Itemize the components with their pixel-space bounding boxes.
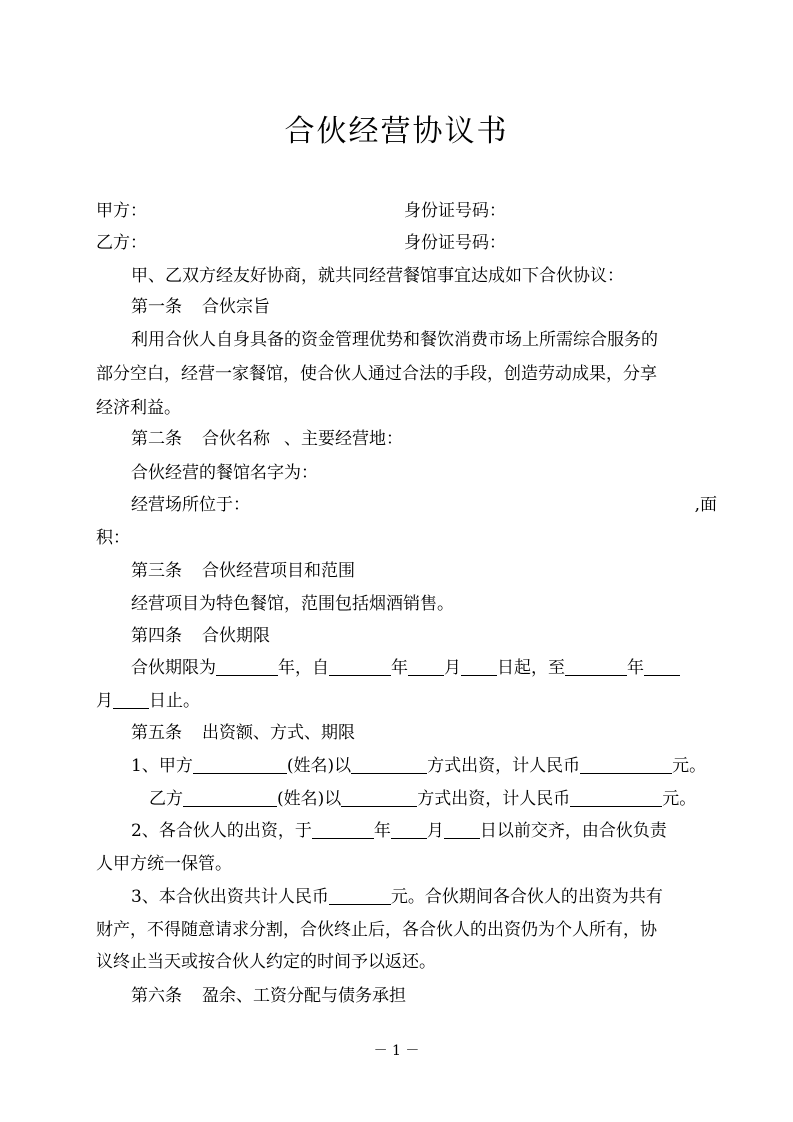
party-b-line [96, 232, 696, 254]
article-5-item-2a [131, 820, 667, 842]
party-b-name-blank[interactable] [183, 788, 277, 807]
article-1-number: 第一条 [131, 297, 182, 317]
article-5-item-3a [131, 886, 663, 908]
article-4-heading [131, 625, 270, 647]
contribution-text: 元。合伙期间各合伙人的出资为共有 [390, 887, 663, 907]
end-day-blank[interactable] [113, 690, 149, 709]
article-4-name: 合伙期限 [202, 626, 270, 646]
article-5-heading [131, 722, 355, 744]
article-2-line-3: 积： [96, 528, 130, 548]
article-2-name-suffix: 、主要经营地： [284, 429, 403, 449]
contribution-text: 3、本合伙出资共计人民币 [131, 887, 329, 907]
article-5-item-3b: 财产，不得随意请求分割，合伙终止后，各合伙人的出资仍为个人所有，协 [96, 920, 657, 940]
deadline-year-blank[interactable] [312, 820, 374, 839]
contribution-text: 月 [426, 821, 444, 841]
deadline-day-blank[interactable] [444, 820, 480, 839]
intro-text: 甲、乙双方经友好协商，就共同经营餐馆事宜达成如下合伙协议： [131, 266, 624, 286]
page-number: － 1 － [373, 1043, 420, 1059]
article-5-name: 出资额、方式、期限 [202, 723, 355, 743]
contribution-text: 乙方 [149, 789, 183, 809]
contribution-text: 1、甲方 [131, 756, 193, 776]
article-1-line-2: 部分空白，经营一家餐馆，使合伙人通过合法的手段，创造劳动成果，分享 [96, 364, 657, 384]
article-2-name: 合伙名称 [202, 429, 270, 449]
contribution-text: 日以前交齐，由合伙负责 [479, 821, 667, 841]
article-6-name: 盈余、工资分配与债务承担 [202, 986, 406, 1006]
contribution-text: 方式出资，计人民币 [427, 756, 581, 776]
article-4-line-2 [96, 690, 200, 712]
deadline-month-blank[interactable] [391, 820, 427, 839]
start-month-blank[interactable] [408, 657, 444, 676]
term-text: 年 [627, 658, 644, 678]
term-text: 年，自 [278, 658, 329, 678]
party-a-amount-blank[interactable] [580, 755, 672, 774]
article-6-heading [131, 985, 406, 1007]
end-year-blank[interactable] [565, 657, 627, 676]
contribution-text: 年 [373, 821, 391, 841]
contribution-text: 元。 [662, 789, 697, 809]
article-5-number: 第五条 [131, 723, 182, 743]
party-a-id-label: 身份证号码： [404, 201, 506, 221]
term-text: 日起，至 [497, 658, 565, 678]
article-4-number: 第四条 [131, 626, 182, 646]
article-5-item-1b [149, 788, 696, 810]
party-b-label: 乙方： [96, 233, 147, 253]
article-3-name: 合伙经营项目和范围 [202, 561, 355, 581]
term-years-blank[interactable] [216, 657, 278, 676]
article-3-number: 第三条 [131, 561, 182, 581]
term-text: 合伙期限为 [131, 658, 216, 678]
article-2-heading [131, 428, 403, 450]
contribution-text: (姓名)以 [277, 789, 342, 809]
article-4-line-1 [131, 657, 680, 679]
article-1-line-3: 经济利益。 [96, 398, 181, 418]
article-3-line-1: 经营项目为特色餐馆，范围包括烟酒销售。 [131, 594, 454, 614]
start-year-blank[interactable] [329, 657, 391, 676]
article-2-number: 第二条 [131, 429, 182, 449]
contribution-text: (姓名)以 [286, 756, 352, 776]
article-5-item-2b: 人甲方统一保管。 [96, 854, 232, 874]
start-day-blank[interactable] [461, 657, 497, 676]
article-2-location-label: 经营场所位于： [131, 495, 250, 515]
contribution-text: 方式出资，计人民币 [417, 789, 571, 809]
article-5-item-1a [131, 755, 706, 777]
total-amount-blank[interactable] [329, 886, 391, 905]
article-1-heading [131, 296, 270, 318]
term-text: 日止。 [149, 691, 200, 711]
contribution-text: 2、各合伙人的出资，于 [131, 821, 312, 841]
article-1-line-1: 利用合伙人自身具备的资金管理优势和餐饮消费市场上所需综合服务的 [131, 330, 658, 350]
article-3-heading [131, 560, 355, 582]
party-a-name-blank[interactable] [193, 755, 287, 774]
end-month-blank-trail[interactable] [644, 657, 680, 676]
article-5-item-3c: 议终止当天或按合伙人约定的时间予以返还。 [96, 952, 436, 972]
document-title: 合伙经营协议书 [284, 114, 509, 149]
party-b-id-label: 身份证号码： [404, 233, 506, 253]
party-a-line [96, 200, 696, 222]
party-a-method-blank[interactable] [351, 755, 427, 774]
party-a-label: 甲方： [96, 201, 147, 221]
party-b-amount-blank[interactable] [570, 788, 662, 807]
term-text: 月 [444, 658, 461, 678]
party-b-method-blank[interactable] [341, 788, 417, 807]
article-1-name: 合伙宗旨 [202, 297, 270, 317]
article-6-number: 第六条 [131, 986, 182, 1006]
article-2-line-2 [131, 494, 717, 516]
term-text: 年 [391, 658, 408, 678]
term-text: 月 [96, 691, 113, 711]
article-2-line-1: 合伙经营的餐馆名字为： [131, 463, 318, 483]
article-2-area-label: ,面 [694, 495, 717, 515]
contribution-text: 元。 [672, 756, 707, 776]
